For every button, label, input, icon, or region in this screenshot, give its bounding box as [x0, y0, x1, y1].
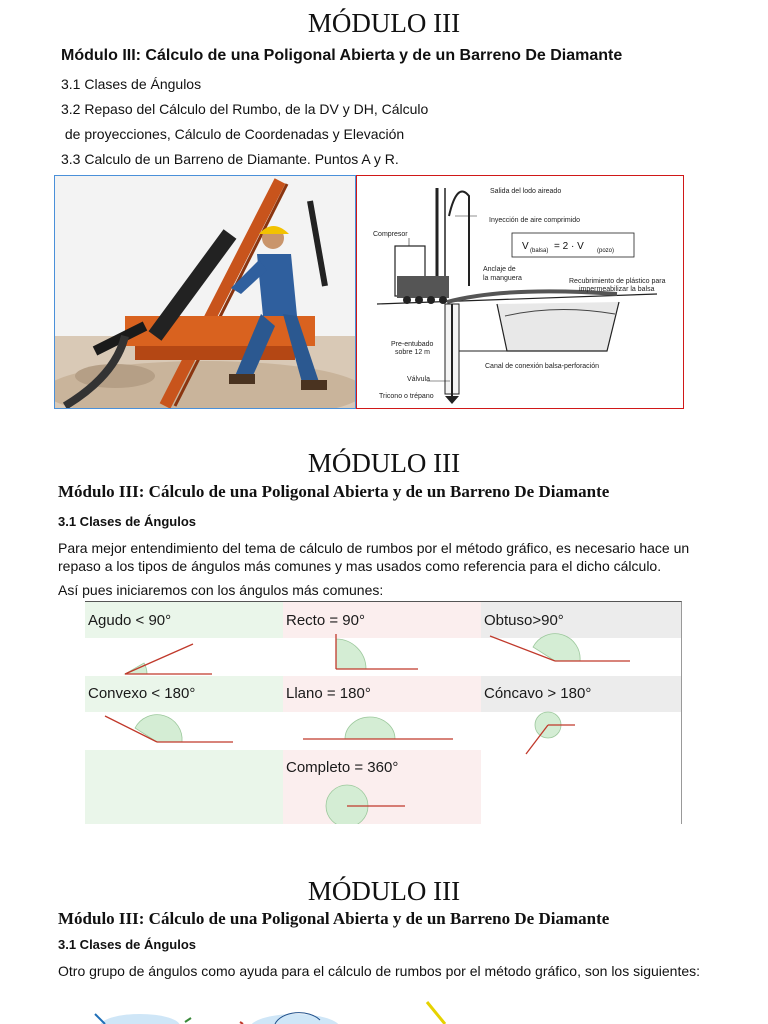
page3-module-title: MÓDULO III: [307, 876, 461, 906]
formula-v: V: [522, 241, 529, 252]
angle-label-obtuso: Obtuso>90°: [484, 612, 564, 629]
formula-eq: = 2 · V: [554, 241, 584, 252]
page3-paragraph: Otro grupo de ángulos como ayuda para el cálculo de rumbos por el método gráfico, son los siguientes:: [58, 963, 701, 979]
page3-subtitle: Módulo III: Cálculo de una Poligonal Abierta y de un Barreno De Diamante: [58, 909, 610, 928]
page1-subtitle: Módulo III: Cálculo de una Poligonal Abierta y de un Barreno De Diamante: [61, 47, 623, 64]
angle-types-table: [85, 601, 682, 824]
angle-label-recto: Recto = 90°: [286, 612, 365, 629]
label-pre-1: Pre-entubado: [391, 341, 434, 348]
page2-section-heading: 3.1 Clases de Ángulos: [58, 514, 196, 529]
page1-item-1: 3.1 Clases de Ángulos: [61, 76, 202, 92]
label-recub-2: impermeabilizar la balsa: [579, 286, 655, 293]
label-anclaje-1: Anclaje de: [483, 266, 516, 273]
label-inyeccion: Inyección de aire comprimido: [489, 217, 581, 224]
page1-module-title: MÓDULO III: [307, 8, 461, 38]
straight-angle-figure: [303, 717, 453, 739]
page2-subtitle: Módulo III: Cálculo de una Poligonal Abierta y de un Barreno De Diamante: [58, 482, 610, 501]
label-tricono: Tricono o trépano: [379, 393, 434, 400]
acute-angle-figure: [125, 644, 212, 674]
label-recub-1: Recubrimiento de plástico para: [569, 278, 666, 285]
page2-intro: Así pues iniciaremos con los ángulos más comunes:: [58, 582, 384, 598]
label-salida: Salida del lodo aireado: [490, 188, 562, 195]
page1-item-3: de proyecciones, Cálculo de Coordenadas y Elevación: [61, 126, 405, 142]
angle-label-llano: Llano = 180°: [286, 685, 371, 702]
angle-label-convexo: Convexo < 180°: [88, 685, 196, 702]
concave-angle-figure: [526, 712, 575, 754]
page2-paragraph: Para mejor entendimiento del tema de cálculo de rumbos por el método gráfico, es necesario hace un repaso a los tipos de ángulos más comunes y mas usados como referencia para el dicho cálculo.: [58, 540, 690, 574]
label-compresor: Compresor: [373, 231, 408, 238]
angle-label-concavo: Cóncavo > 180°: [484, 685, 592, 702]
convex-angle-figure: [105, 715, 233, 742]
page1-item-2: 3.2 Repaso del Cálculo del Rumbo, de la DV y DH, Cálculo: [61, 101, 429, 117]
right-angle-figure: [336, 634, 418, 669]
drilling-rig-photo: [54, 175, 356, 409]
formula-pozo: (pozo): [597, 248, 615, 254]
label-valvula: Válvula: [407, 376, 430, 383]
angle-label-agudo: Agudo < 90°: [88, 612, 172, 629]
page2-module-title: MÓDULO III: [307, 448, 461, 478]
page1-item-4: 3.3 Calculo de un Barreno de Diamante. Puntos A y R.: [61, 151, 399, 167]
page3-angle-figures: [85, 1000, 485, 1024]
page3-section-heading: 3.1 Clases de Ángulos: [58, 937, 196, 952]
label-pre-2: sobre 12 m: [395, 349, 431, 356]
obtuse-angle-figure: [490, 634, 630, 661]
drilling-rig-illustration: [55, 176, 355, 408]
angle-label-completo: Completo = 360°: [286, 759, 399, 776]
full-angle-figure: [326, 785, 405, 824]
mud-circulation-diagram: [356, 175, 684, 409]
label-canal: Canal de conexión balsa-perforación: [485, 363, 600, 370]
label-anclaje-2: la manguera: [483, 275, 522, 282]
formula-balsa: (balsa): [530, 248, 549, 254]
